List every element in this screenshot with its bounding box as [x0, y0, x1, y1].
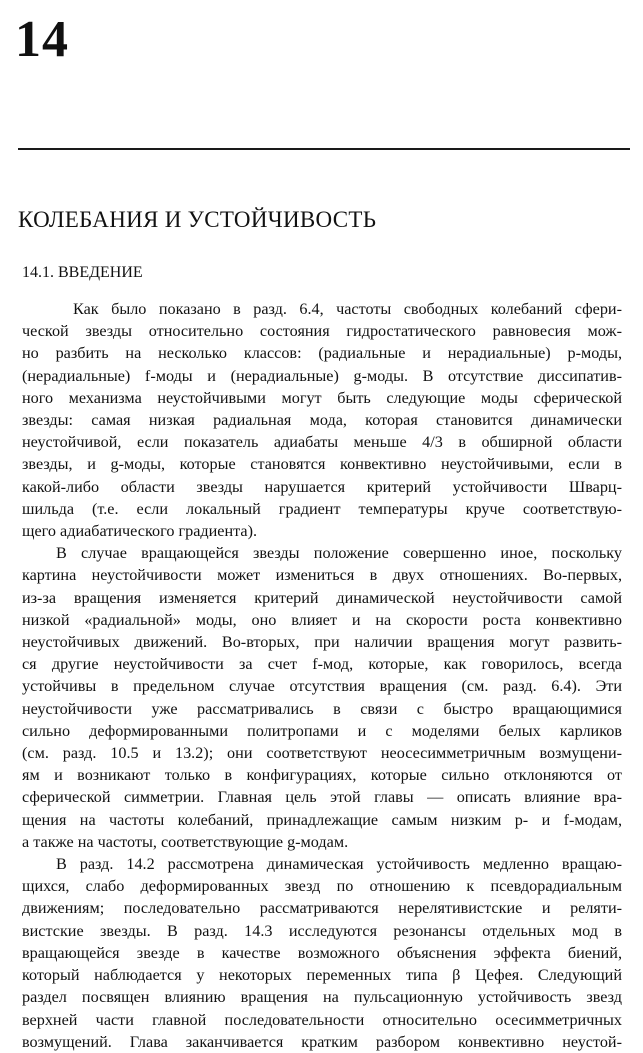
text-line: устойчивы в предельном случае отсутствия вращения (см. разд. 6.4). Эти	[22, 677, 622, 696]
text-line: неустойчивости уже рассматривались в связи с быстро вращающимися	[22, 699, 622, 718]
paragraph-1	[22, 298, 622, 542]
text-line: какой-либо области звезды нарушается критерий устойчивости Шварц-	[22, 477, 622, 496]
text-line: неустойчивой, если показатель адиабаты меньше 4/3 в обширной области	[22, 433, 622, 452]
text-line: низкой «радиальной» моды, оно влияет и на скорости роста конвективно	[22, 610, 622, 629]
text-line: звезды, и g-моды, которые становятся конвективно неустойчивыми, если в	[22, 455, 622, 474]
paragraph-2	[22, 542, 622, 853]
section-heading: 14.1. ВВЕДЕНИЕ	[22, 264, 143, 281]
chapter-title: КОЛЕБАНИЯ И УСТОЙЧИВОСТЬ	[18, 207, 377, 232]
text-line: но разбить на несколько классов: (радиальные и нерадиальные) p-моды,	[22, 344, 622, 363]
text-line: ся другие неустойчивости за счет f-мод, которые, как говорилось, всегда	[22, 655, 622, 674]
text-line: Как было показано в разд. 6.4, частоты свободных колебаний сфери-	[73, 300, 622, 318]
text-line: щего адиабатического градиента).	[22, 522, 258, 541]
text-line: ческой звезды относительно состояния гидростатического равновесия мож-	[22, 322, 622, 341]
text-line: вращающейся звезде в качестве возможного объяснения эффекта биений,	[22, 943, 622, 962]
text-line: раздел посвящен влиянию вращения на пульсационную устойчивость звезд	[22, 988, 622, 1007]
text-line: верхней части главной последовательности относительно осесимметричных	[22, 1010, 622, 1029]
text-line: щения на частоты колебаний, принадлежащие самым низким p- и f-модам,	[22, 810, 622, 829]
chapter-number: 14	[15, 11, 69, 68]
text-line: сильно деформированными политропами и с моделями белых карликов	[22, 721, 622, 740]
text-line: возмущений. Глава заканчивается кратким разбором конвективно неустой-	[22, 1032, 622, 1051]
text-line: (см. разд. 10.5 и 13.2); они соответствуют неосесимметричным возмущени-	[22, 744, 622, 763]
text-line: В случае вращающейся звезды положение совершенно иное, поскольку	[56, 544, 622, 563]
text-line: (нерадиальные) f-моды и (нерадиальные) g-моды. В отсутствие диссипатив-	[22, 366, 622, 385]
text-line: шильда (т.е. если локальный градиент температуры круче соответствую-	[22, 499, 622, 518]
horizontal-rule	[18, 148, 630, 150]
text-line: который наблюдается у некоторых переменных типа β Цефея. Следующий	[22, 966, 622, 985]
text-line: неустойчивых движений. Во-вторых, при наличии вращения могут развить-	[22, 633, 622, 652]
text-line: картина неустойчивости может измениться в двух отношениях. Во-первых,	[22, 566, 622, 585]
text-line: вистские звезды. В разд. 14.3 исследуются резонансы отдельных мод в	[22, 921, 622, 940]
text-line: ям и возникают только в конфигурациях, которые сильно отклоняются от	[22, 766, 622, 785]
text-line: щихся, слабо деформированных звезд по отношению к псевдорадиальным	[22, 877, 622, 896]
text-line: ного механизма неустойчивыми могут быть следующие моды сферической	[22, 388, 622, 407]
text-line: из-за вращения изменяется критерий динамической неустойчивости самой	[22, 588, 622, 607]
text-line: сферической симметрии. Главная цель этой главы — описать влияние вра-	[22, 788, 622, 807]
body-text	[22, 298, 622, 1053]
text-line: движениям; последовательно рассматриваются нерелятивистские и реляти-	[22, 899, 622, 918]
text-line: В разд. 14.2 рассмотрена динамическая устойчивость медленно вращаю-	[56, 855, 622, 874]
text-line: а также на частоты, соответствующие g-модам.	[22, 832, 349, 851]
paragraph-3	[22, 853, 622, 1053]
text-line: звезды: самая низкая радиальная мода, которая становится динамически	[22, 411, 622, 430]
